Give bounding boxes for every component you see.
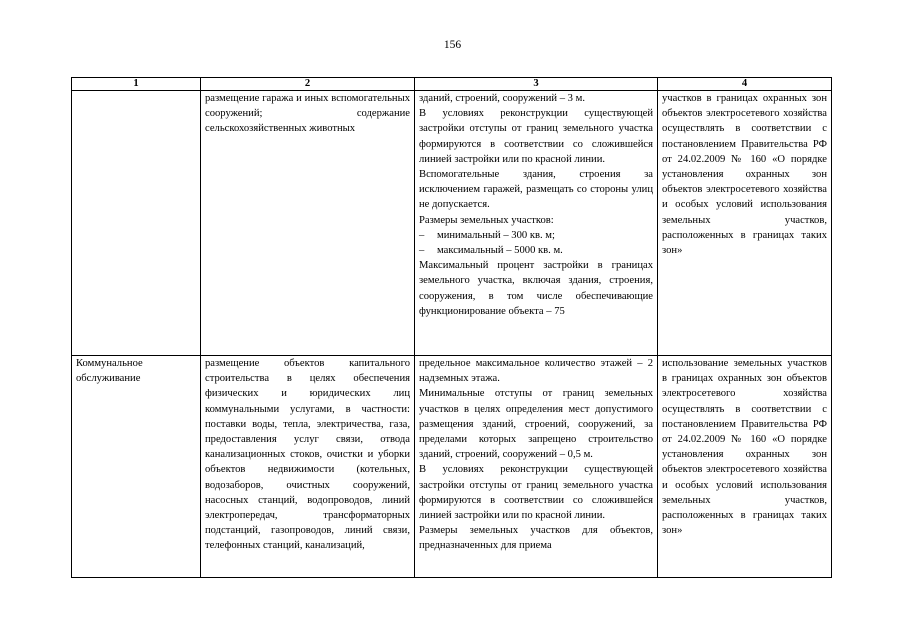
row1-col2-text: размещение гаража и иных вспомогательных сооружений; содержание сельскохозяйственных животных [205, 93, 410, 135]
list-item: – минимальный – 300 кв. м; [419, 229, 555, 241]
regulations-table [71, 77, 832, 578]
column-header-4: 4 [658, 78, 832, 91]
row2-col1-cell [72, 356, 201, 578]
row2-col3-segment-1: предельное максимальное количество этажей – 2 надземных этажа. [419, 358, 653, 385]
row1-col3-segment-1: зданий, строений, сооружений – 3 м. [419, 93, 585, 104]
list-item: – максимальный – 5000 кв. м. [419, 245, 563, 257]
row1-col4-cell [658, 91, 832, 356]
row2-col3-segment-2: Минимальные отступы от границ земельных участков в целях определения мест допустимого размещения зданий, строений, сооружений, за пределами которых запрещено строительство зданий, строений, сооружений – 0,5 м. [419, 388, 653, 461]
row2-col3-cell [415, 356, 658, 578]
row1-col3-segment-2: В условиях реконструкции существующей застройки отступы от границ земельного участка формируются в соответствии со сложившейся линией застройки или по красной линии. [419, 108, 653, 165]
row2-col1-text: Коммунальное обслуживание [76, 358, 143, 385]
column-header-1: 1 [72, 78, 201, 91]
row1-col3-cell [415, 91, 658, 356]
row2-col2-cell [201, 356, 415, 578]
page-number: 156 [443, 39, 462, 51]
row2-col3-segment-3: В условиях реконструкции существующей застройки отступы от границ земельного участка формируются в соответствии со сложившейся линией застройки или по красной линии. [419, 464, 653, 522]
list-item-text: минимальный – 300 кв. м; [437, 229, 555, 241]
row2-col3-segment-4: Размеры земельных участков для объектов, предназначенных для приема [419, 525, 653, 552]
row2-col4-text: использование земельных участков в границах охранных зон объектов электросетевого хозяйства осуществлять в соответствии с постановлением Правительства РФ от 24.02.2009 № 160 «О порядке установления охранных зон объектов электросетевого хозяйства и особых условий использования земельных участков, расположенных в границах таких зон» [662, 358, 827, 537]
column-header-3: 3 [415, 78, 658, 91]
row2-col4-cell [658, 356, 832, 578]
table-header-row [72, 78, 832, 91]
row1-col2-cell [201, 91, 415, 356]
row1-col3-segment-3: Вспомогательные здания, строения за исключением гаражей, размещать со стороны улиц не допускается. [419, 169, 653, 211]
table-row [72, 356, 832, 578]
table-row [72, 91, 832, 356]
list-item-text: максимальный – 5000 кв. м. [437, 245, 563, 257]
row1-col1-cell [72, 91, 201, 356]
column-header-2: 2 [201, 78, 415, 91]
row2-col2-text: размещение объектов капитального строительства в целях обеспечения физических и юридических лиц коммунальными услугами, в частности: поставки воды, тепла, электричества, газа, предоставления услуг связи, отвода канализационных стоков, очистки и уборки объектов недвижимости (котельных, водозаборов, очистных сооружений, насосных станций, водопроводов, линий электропередач, трансформаторных подстанций, газопроводов, линий связи, телефонных станций, канализаций, [205, 358, 410, 552]
row1-col4-text: участков в границах охранных зон объектов электросетевого хозяйства осуществлять в соответствии с постановлением Правительства РФ от 24.02.2009 № 160 «О порядке установления охранных зон объектов электросетевого хозяйства и особых условий использования земельных участков, расположенных в границах таких зон» [662, 93, 827, 257]
row1-col3-segment-4: Размеры земельных участков: [419, 214, 554, 226]
row1-col3-tail: Максимальный процент застройки в границах земельного участка, включая здания, строения, сооружения, в том числе обеспечивающие функционирование объекта – 75 [419, 260, 653, 317]
